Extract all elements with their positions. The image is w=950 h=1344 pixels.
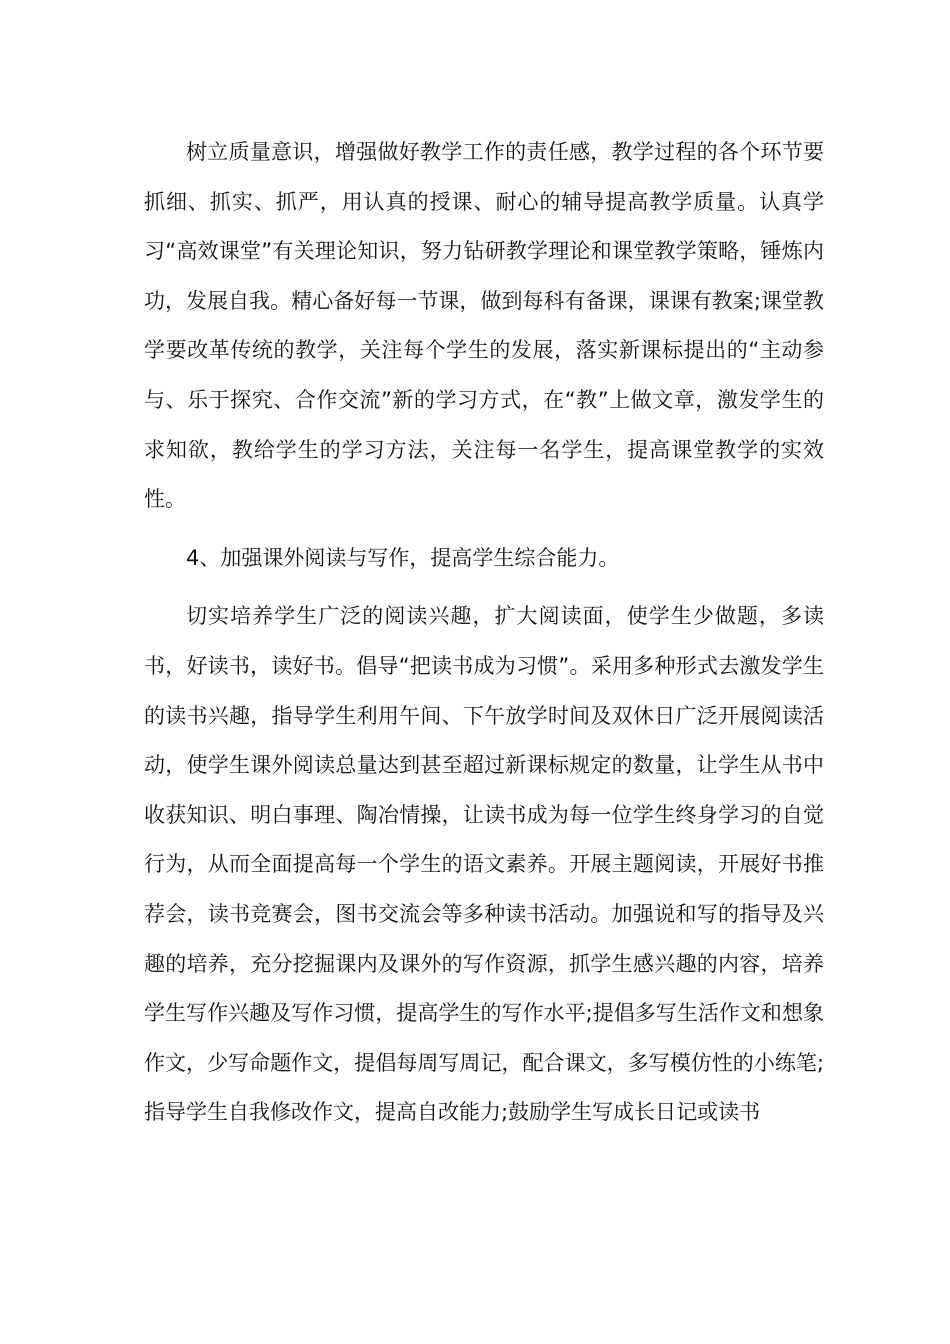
- document-body: [144, 128, 824, 1138]
- paragraph-reading-writing-plan: 切实培养学生广泛的阅读兴趣，扩大阅读面，使学生少做题，多读书，好读书，读好书。倡导“把读书成为习惯”。采用多种形式去激发学生的读书兴趣，指导学生利用午间、下午放学时间及双休日广泛开展阅读活动，使学生课外阅读总量达到甚至超过新课标规定的数量，让学生从书中收获知识、明白事理、陶冶情操，让读书成为每一位学生终身学习的自觉行为，从而全面提高每一个学生的语文素养。开展主题阅读，开展好书推荐会，读书竞赛会，图书交流会等多种读书活动。加强说和写的指导及兴趣的培养，充分挖掘课内及课外的写作资源，抓学生感兴趣的内容，培养学生写作兴趣及写作习惯，提高学生的写作水平;提倡多写生活作文和想象作文，少写命题作文，提倡每周写周记，配合课文，多写模仿性的小练笔;指导学生自我修改作文，提高自改能力;鼓励学生写成长日记或读书: [144, 604, 824, 1125]
- section-heading-reading-writing: 4、加强课外阅读与写作，提高学生综合能力。: [186, 545, 620, 570]
- paragraph-quality-teaching: 树立质量意识，增强做好教学工作的责任感，教学过程的各个环节要抓细、抓实、抓严，用认真的授课、耐心的辅导提高教学质量。认真学习“高效课堂”有关理论知识，努力钻研教学理论和课堂教学策略，锤炼内功，发展自我。精心备好每一节课，做到每科有备课，课课有教案;课堂教学要改革传统的教学，关注每个学生的发展，落实新课标提出的“主动参与、乐于探究、合作交流”新的学习方式，在“教”上做文章，激发学生的求知欲，教给学生的学习方法，关注每一名学生，提高课堂教学的实效性。: [144, 140, 824, 512]
